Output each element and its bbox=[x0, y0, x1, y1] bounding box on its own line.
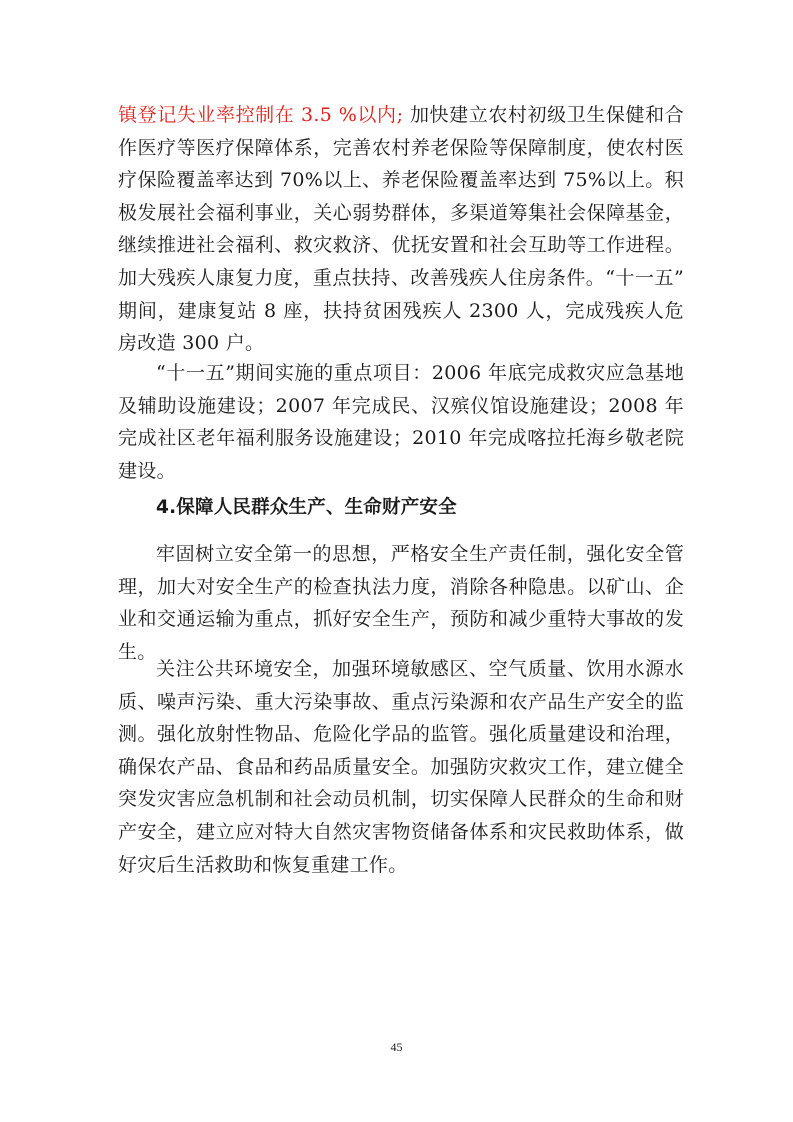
paragraph-key-projects: “十一五”期间实施的重点项目：2006 年底完成救灾应急基地及辅助设施建设；2007 年完成民、汉殡仪馆设施建设；2008 年完成社区老年福利服务设施建设；2010 年完成喀拉托海乡敬老院建设。 bbox=[118, 362, 684, 482]
highlighted-unemployment-target: 镇登记失业率控制在 3.5 %以内; bbox=[118, 104, 404, 126]
page-number: 45 bbox=[390, 1040, 403, 1054]
paragraph-production-safety: 牢固树立安全第一的思想，严格安全生产责任制，强化安全管理，加大对安全生产的检查执法力度，消除各种隐患。以矿山、企业和交通运输为重点，抓好安全生产，预防和减少重特大事故的发生。 bbox=[118, 543, 684, 663]
paragraph-social-security bbox=[118, 99, 684, 360]
paragraph-social-security-text: 加快建立农村初级卫生保健和合作医疗等医疗保障体系，完善农村养老保险等保障制度，使农村医疗保险覆盖率达到 70%以上、养老保险覆盖率达到 75%以上。积极发展社会福利事业，关心弱势群体，多渠道筹集社会保障基金，继续推进社会福利、救灾救济、优抚安置和社会互助等工作进程。加大残疾人康复力度，重点扶持、改善残疾人住房条件。“十一五” 期间，建康复站 8 座，扶持贫困残疾人 2300 人，完成残疾人危房改造 300 户。 bbox=[118, 104, 685, 355]
paragraph-public-environment-safety: 关注公共环境安全，加强环境敏感区、空气质量、饮用水源水质、噪声污染、重大污染事故、重点污染源和农产品生产安全的监测。强化放射性物品、危险化学品的监管。强化质量建设和治理，确保农产品、食品和药品质量安全。加强防灾救灾工作，建立健全突发灾害应急机制和社会动员机制，切实保障人民群众的生命和财产安全，建立应对特大自然灾害物资储备体系和灾民救助体系，做好灾后生活救助和恢复重建工作。 bbox=[118, 658, 684, 876]
section-heading: 4.保障人民群众生产、生命财产安全 bbox=[156, 497, 457, 518]
